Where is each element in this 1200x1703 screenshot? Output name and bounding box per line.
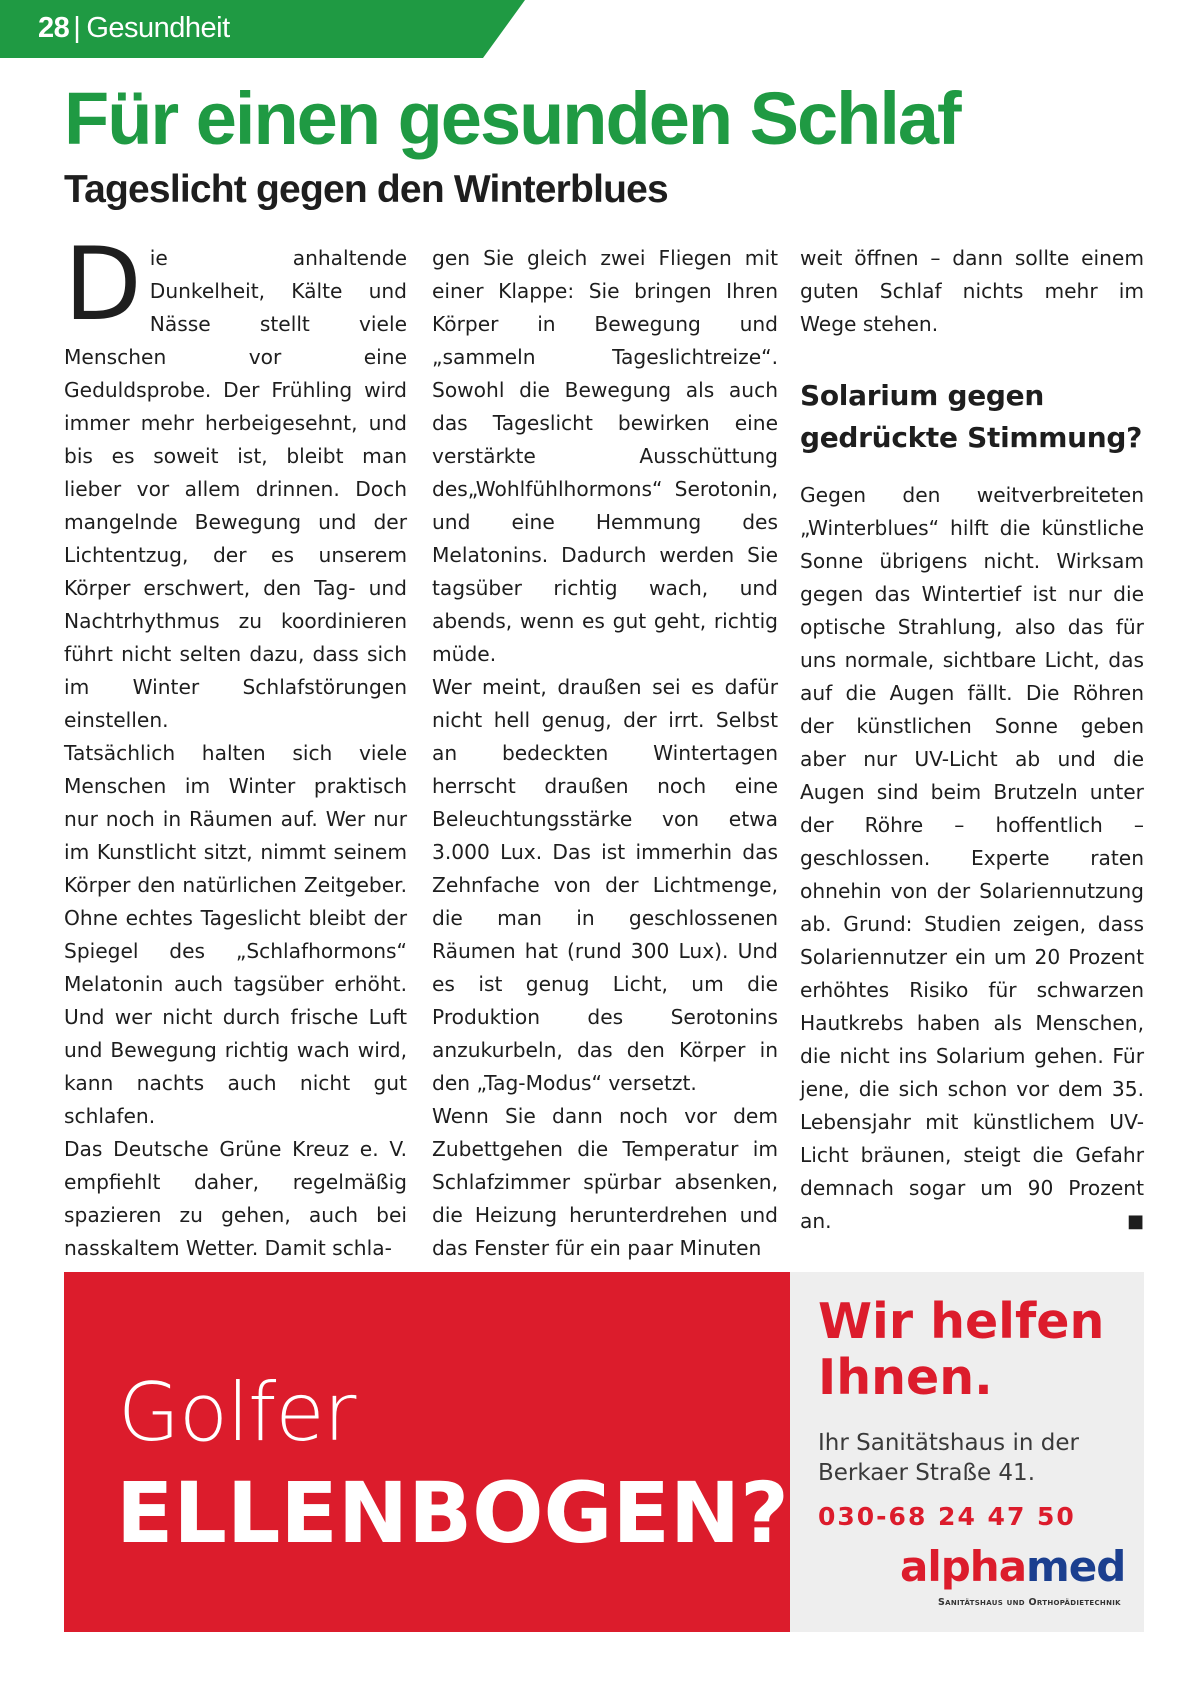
article-column-3 [800, 242, 1144, 1238]
header-separator: | [73, 12, 81, 44]
paragraph [800, 479, 1144, 1238]
logo-tagline: Sanitätshaus und Orthopädietechnik [938, 1597, 1121, 1608]
ad-info-panel [790, 1272, 1144, 1632]
ad-headline: Wir helfen Ihnen. [818, 1293, 1105, 1406]
alphamed-logo [900, 1542, 1125, 1591]
logo-alpha: alpha [900, 1542, 1027, 1591]
ad-line-ellenbogen: ELLENBOGEN? [116, 1464, 789, 1562]
paragraph-text: Gegen den weitverbreiteten „Winterblues“ hilft die künstliche Sonne übrigens nicht. Wirksam gegen das Wintertief ist nur die optische Strahlung, also das für uns normale, sichtbare Licht, das auf die Augen fällt. Die Röhren der künstlichen Sonne geben aber nur UV-Licht ab und die Augen sind beim Brutzeln unter der Röhre – hoffentlich – geschlossen. Experte raten ohnehin von der Solariennutzung ab. Grund: Studien zeigen, dass Solariennutzer ein um 20 Prozent erhöhtes Risiko für schwarzen Hautkrebs haben als Menschen, die nicht ins Solarium gehen. Für jene, die sich schon vor dem 35. Lebensjahr mit künstlichem UV-Licht bräunen, steigt die Gefahr demnach sogar um 90 Prozent an. [800, 483, 1144, 1233]
logo-med: med [1026, 1542, 1126, 1591]
end-mark-icon: ■ [1126, 1211, 1144, 1232]
ad-line-golfer: Golfer [118, 1366, 356, 1459]
paragraph: Wer meint, draußen sei es dafür nicht hell genug, der irrt. Selbst an bedeckten Wintertagen herrscht draußen noch eine Beleuchtungsstärke von etwa 3.000 Lux. Das ist immerhin das Zehnfache von der Lichtmenge, die man in geschlossenen Räumen hat (rund 300 Lux). Und es ist genug Licht, um die Produktion des Serotonins anzukurbeln, das den Körper in den „Tag-Modus“ versetzt. [432, 675, 778, 1095]
ad-red-panel [64, 1272, 790, 1632]
page-number: 28 [38, 12, 70, 44]
paragraph: Tatsächlich halten sich viele Menschen im Winter praktisch nur noch in Räumen auf. Wer nur im Kunstlicht sitzt, nimmt seinem Körper den natürlichen Zeitgeber. Ohne echtes Tageslicht bleibt der Spiegel des „Schlafhormons“ Melatonin auch tagsüber erhöht. Und wer nicht durch frische Luft und Bewegung richtig wach wird, kann nachts auch nicht gut schlafen. [64, 741, 407, 1128]
paragraph: Wenn Sie dann noch vor dem Zubettgehen die Temperatur im Schlafzimmer spürbar absenken, die Heizung herunterdrehen und das Fenster für ein paar Minuten [432, 1104, 778, 1260]
paragraph: gen Sie gleich zwei Fliegen mit einer Klappe: Sie bringen Ihren Körper in Bewegung und „sammeln Tageslichtreize“. Sowohl die Bewegung als auch das Tageslicht bewirken eine verstärkte Ausschüttung des„Wohlfühlhormons“ Serotonin, und eine Hemmung des Melatonins. Dadurch werden Sie tagsüber richtig wach, und abends, wenn es gut geht, richtig müde. [432, 246, 778, 666]
article-column-2 [432, 242, 778, 1265]
ad-phone: 030-68 24 47 50 [818, 1502, 1076, 1531]
paragraph: Das Deutsche Grüne Kreuz e. V. empfiehlt daher, regelmäßig spazieren zu gehen, auch bei nasskaltem Wetter. Damit schla- [64, 1137, 407, 1260]
paragraph: weit öffnen – dann sollte einem guten Schlaf nichts mehr im Wege stehen. [800, 246, 1144, 336]
advertisement[interactable] [64, 1272, 1144, 1632]
drop-cap: D [64, 225, 142, 343]
section-header [38, 12, 230, 45]
section-name: Gesundheit [86, 12, 230, 44]
article-column-1 [64, 225, 407, 1265]
ad-address: Ihr Sanitätshaus in der Berkaer Straße 41. [818, 1430, 1079, 1486]
paragraph: ie anhaltende Dunkelheit, Kälte und Nässe stellt viele Menschen vor eine Geduldsprobe. Der Frühling wird immer mehr herbeigesehnt, und bis es soweit ist, bleibt man lieber vor allem drinnen. Doch mangelnde Bewegung und der Lichtentzug, der es unserem Körper erschwert, den Tag- und Nachtrhythmus zu koordinieren führt nicht selten dazu, dass sich im Winter Schlafstörungen einstellen. [64, 246, 407, 732]
article-title: Für einen gesunden Schlaf [64, 77, 960, 160]
article-subtitle: Tageslicht gegen den Winterblues [64, 168, 668, 211]
section-heading: Solarium gegen gedrückte Stimmung? [800, 379, 1143, 454]
